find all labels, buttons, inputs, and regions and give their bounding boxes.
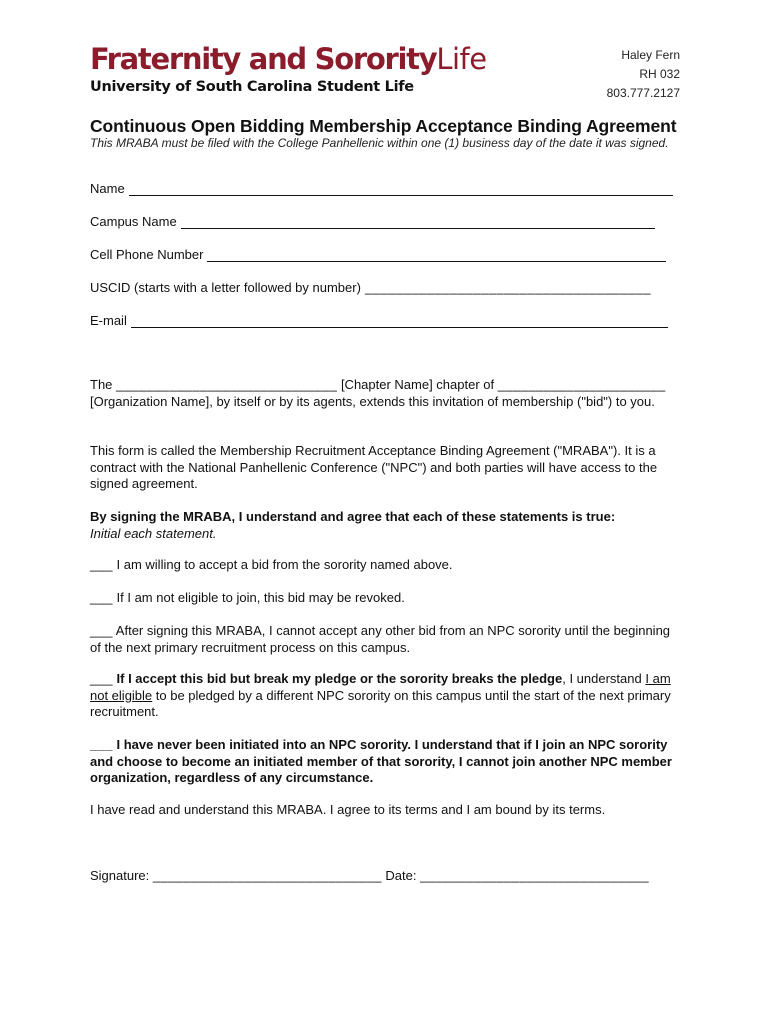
signature-label: Signature: <box>90 868 150 883</box>
statement-5 <box>90 737 680 787</box>
initial-blank-3[interactable]: ___ <box>90 623 113 638</box>
uscid-field[interactable] <box>90 280 651 295</box>
contact-block <box>607 46 680 103</box>
agreement-heading: By signing the MRABA, I understand and agree that each of these statements is true: <box>90 509 616 524</box>
cell-phone-label: Cell Phone Number <box>90 247 204 262</box>
name-field[interactable] <box>90 181 673 196</box>
organization-name-blank[interactable]: ______________________ <box>497 377 666 392</box>
contact-name: Haley Fern <box>621 48 680 62</box>
contact-phone: 803.777.2127 <box>606 86 680 100</box>
initial-blank-2[interactable]: ___ <box>90 590 113 605</box>
name-line[interactable] <box>129 183 673 196</box>
uscid-line[interactable]: _____________________________________ <box>364 280 651 295</box>
campus-name-line[interactable] <box>181 216 655 229</box>
statement-4 <box>90 671 680 721</box>
statement-5-text: I have never been initiated into an NPC sorority. I understand that if I join an NPC sorority and choose to become an initiated member of that sorority, I cannot join another NPC member organization, regardless of any circumstance. <box>90 737 672 785</box>
logo-subtitle: University of South Carolina Student Life <box>90 79 414 95</box>
form-description: This form is called the Membership Recruitment Acceptance Binding Agreement ("MRABA"). It is a contract with the National Panhellenic Conference ("NPC") and both parties will have access to the signed agreement. <box>90 443 658 491</box>
closing-statement: I have read and understand this MRABA. I agree to its terms and I am bound by its terms. <box>90 802 606 817</box>
organization-text: [Organization Name], by itself or by its agents, extends this invitation of membership ("bid") to you. <box>90 393 655 409</box>
initial-blank-1[interactable]: ___ <box>90 557 113 572</box>
initial-blank-5[interactable]: ___ <box>90 737 113 752</box>
contact-room: RH 032 <box>639 67 680 81</box>
cell-phone-line[interactable] <box>207 249 666 262</box>
date-label: Date: <box>385 868 417 883</box>
campus-name-field[interactable] <box>90 214 655 229</box>
email-field[interactable] <box>90 313 668 328</box>
logo-wordmark-bold: Fraternity and Sorority <box>90 42 437 76</box>
uscid-label: USCID (starts with a letter followed by number) <box>90 280 361 295</box>
initial-instruction: Initial each statement. <box>90 525 217 541</box>
signature-row <box>90 868 649 883</box>
date-blank[interactable]: ______________________________ <box>420 868 650 883</box>
statement-1 <box>90 557 680 574</box>
document-subtitle: This MRABA must be filed with the College Panhellenic within one (1) business day of the date it was signed. <box>90 136 669 150</box>
statement-4-bold: If I accept this bid but break my pledge or the sorority breaks the pledge <box>116 671 563 686</box>
cell-phone-field[interactable] <box>90 247 666 262</box>
chapter-name-blank[interactable]: _____________________________ <box>116 377 338 392</box>
invitation-the: The <box>90 377 113 392</box>
email-label: E-mail <box>90 313 127 328</box>
statement-4-text-b: to be pledged by a different NPC sorority on this campus until the start of the next primary recruitment. <box>90 687 671 719</box>
signature-blank[interactable]: ______________________________ <box>152 868 382 883</box>
statement-4-underlined: I am not eligible <box>90 671 671 703</box>
statement-4-text-a: , I understand <box>562 671 646 686</box>
campus-name-label: Campus Name <box>90 214 177 229</box>
chapter-text: [Chapter Name] chapter of <box>340 377 495 392</box>
logo <box>90 42 487 95</box>
statement-2 <box>90 590 680 607</box>
name-label: Name <box>90 181 125 196</box>
statement-3 <box>90 623 680 656</box>
logo-wordmark-light: Life <box>436 42 487 76</box>
email-line[interactable] <box>131 315 668 328</box>
document-title: Continuous Open Bidding Membership Acceptance Binding Agreement <box>90 116 677 136</box>
statement-2-text: If I am not eligible to join, this bid may be revoked. <box>116 590 405 605</box>
statement-3-text: After signing this MRABA, I cannot accept any other bid from an NPC sorority until the beginning of the next primary recruitment process on this campus. <box>90 623 671 655</box>
initial-blank-4[interactable]: ___ <box>90 671 113 686</box>
invitation-paragraph <box>90 377 680 410</box>
agreement-heading-block <box>90 509 680 542</box>
statement-1-text: I am willing to accept a bid from the sorority named above. <box>116 557 453 572</box>
logo-wordmark <box>90 42 487 76</box>
